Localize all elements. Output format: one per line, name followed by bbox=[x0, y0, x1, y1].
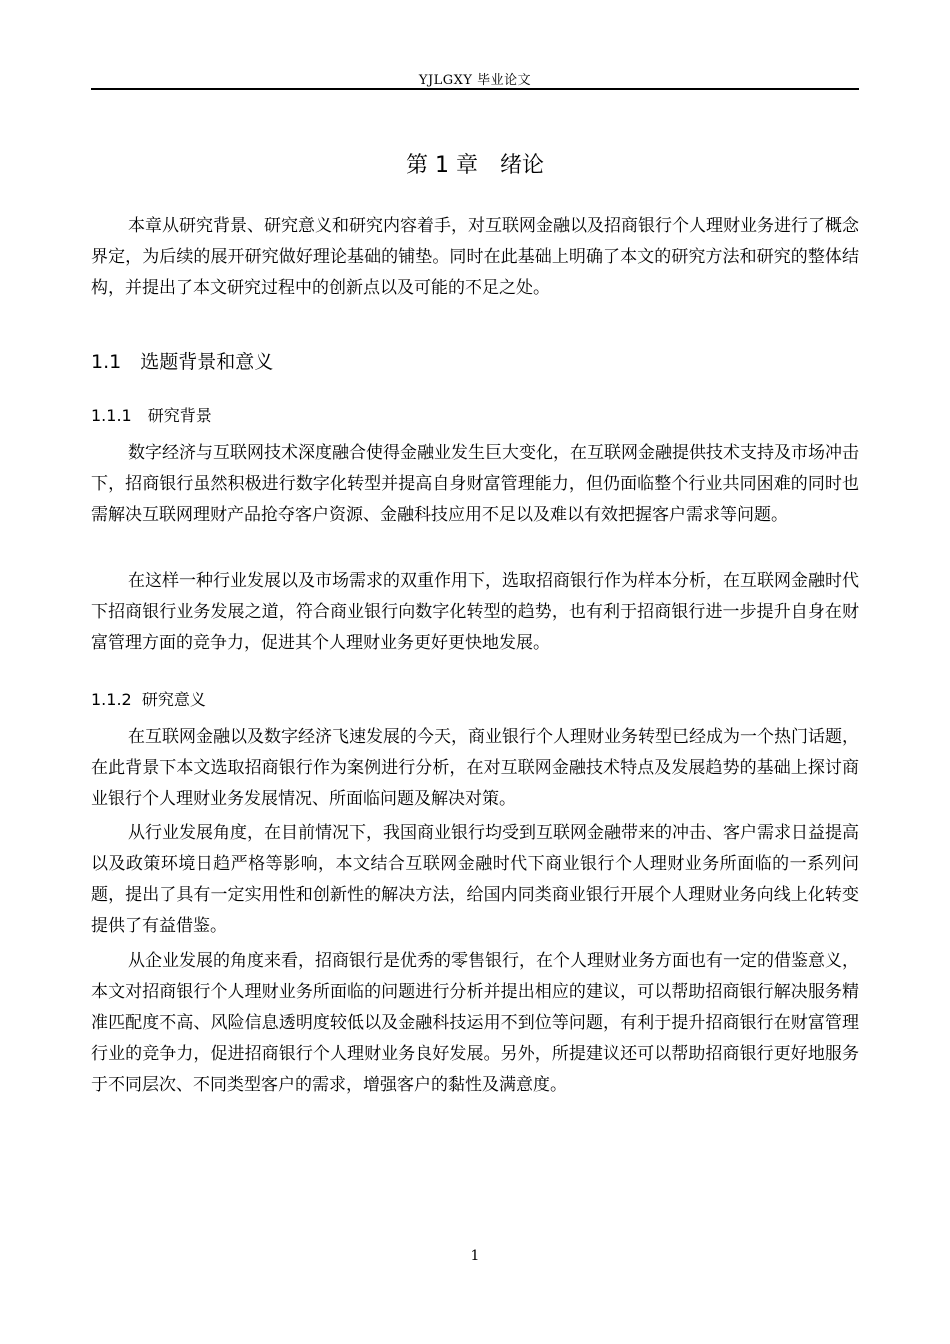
section-1-1-1-heading: 1.1.1 研究背景 bbox=[91, 406, 212, 425]
background-paragraph-1: 数字经济与互联网技术深度融合使得金融业发生巨大变化，在互联网金融提供技术支持及市场冲击下，招商银行虽然积极进行数字化转型并提高自身财富管理能力，但仍面临整个行业共同困难的同时也需解决互联网理财产品抢夺客户资源、金融科技应用不足以及难以有效把握客户需求等问题。 bbox=[91, 443, 859, 525]
section-1-1-heading: 1.1 选题背景和意义 bbox=[91, 351, 274, 373]
page-number: 1 bbox=[470, 1248, 480, 1264]
significance-paragraph-1: 在互联网金融以及数字经济飞速发展的今天，商业银行个人理财业务转型已经成为一个热门话题，在此背景下本文选取招商银行作为案例进行分析，在对互联网金融技术特点及发展趋势的基础上探讨商业银行个人理财业务发展情况、所面临问题及解决对策。 bbox=[91, 727, 859, 809]
intro-paragraph: 本章从研究背景、研究意义和研究内容着手，对互联网金融以及招商银行个人理财业务进行了概念界定，为后续的展开研究做好理论基础的铺垫。同时在此基础上明确了本文的研究方法和研究的整体结构，并提出了本文研究过程中的创新点以及可能的不足之处。 bbox=[91, 216, 859, 298]
header-rule bbox=[91, 88, 859, 90]
significance-paragraph-2: 从行业发展角度，在目前情况下，我国商业银行均受到互联网金融带来的冲击、客户需求日益提高以及政策环境日趋严格等影响，本文结合互联网金融时代下商业银行个人理财业务所面临的一系列问题，提出了具有一定实用性和创新性的解决方法，给国内同类商业银行开展个人理财业务向线上化转变提供了有益借鉴。 bbox=[91, 823, 859, 936]
section-1-1-2-heading: 1.1.2 研究意义 bbox=[91, 690, 206, 709]
background-paragraph-2: 在这样一种行业发展以及市场需求的双重作用下，选取招商银行作为样本分析，在互联网金融时代下招商银行业务发展之道，符合商业银行向数字化转型的趋势，也有利于招商银行进一步提升自身在财富管理方面的竞争力，促进其个人理财业务更好更快地发展。 bbox=[91, 571, 859, 653]
significance-paragraph-3: 从企业发展的角度来看，招商银行是优秀的零售银行，在个人理财业务方面也有一定的借鉴意义，本文对招商银行个人理财业务所面临的问题进行分析并提出相应的建议，可以帮助招商银行解决服务精准匹配度不高、风险信息透明度较低以及金融科技运用不到位等问题，有利于提升招商银行在财富管理行业的竞争力，促进招商银行个人理财业务良好发展。另外，所提建议还可以帮助招商银行更好地服务于不同层次、不同类型客户的需求，增强客户的黏性及满意度。 bbox=[91, 951, 859, 1095]
chapter-title: 第 1 章 绪论 bbox=[406, 153, 544, 178]
running-header: YJLGXY 毕业论文 bbox=[418, 73, 532, 88]
